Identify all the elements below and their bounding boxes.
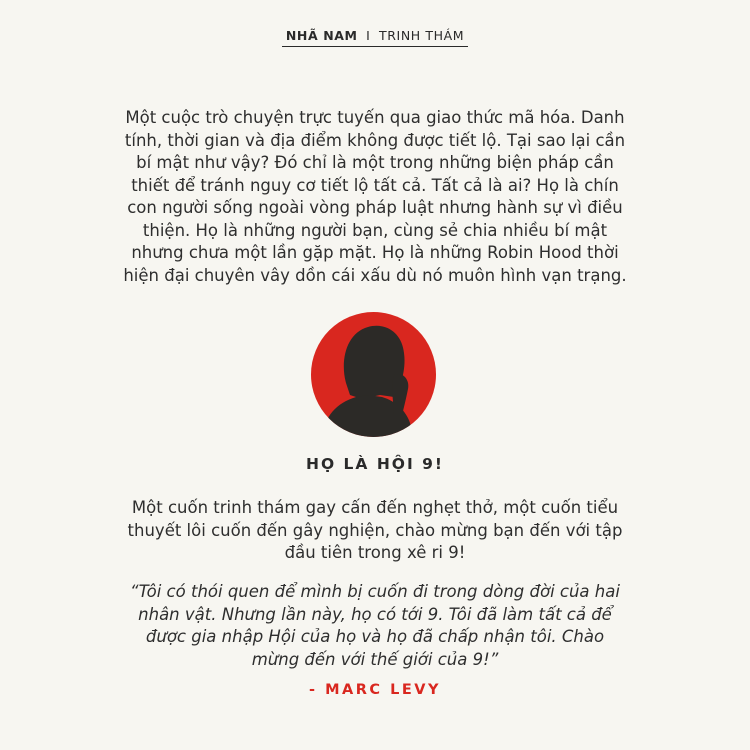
intro-line: bí mật như vậy? Đó chỉ là một trong những biện pháp cần: [136, 153, 614, 172]
review-quote: [0, 581, 750, 671]
intro-line: thiện. Họ là những người bạn, cùng sẻ chia nhiều bí mật: [142, 220, 608, 240]
intro-line: hiện đại chuyên vây dồn cái xấu dù nó muôn hình vạn trạng.: [123, 265, 627, 285]
blurb-line: thuyết lôi cuốn đến gây nghiện, chào mừng bạn đến với tập: [127, 520, 623, 540]
intro-line: tính, thời gian và địa điểm không được tiết lộ. Tại sao lại cần: [124, 130, 626, 150]
intro-paragraph: [0, 107, 750, 287]
publisher-header: [0, 22, 750, 47]
quote-line: “Tôi có thói quen để mình bị cuốn đi trong dòng đời của hai: [130, 582, 620, 601]
intro-line: Một cuộc trò chuyện trực tuyến qua giao thức mã hóa. Danh: [125, 108, 625, 127]
intro-line: con người sống ngoài vòng pháp luật nhưng hành sự vì điều: [127, 198, 623, 217]
quote-line: mừng đến với thế giới của 9!”: [251, 649, 499, 669]
blurb-paragraph: [0, 497, 750, 565]
quote-line: nhân vật. Nhưng lần này, họ có tới 9. Tôi đã làm tất cả để: [138, 604, 612, 624]
silhouette-badge-graphic: [310, 311, 437, 438]
quote-line: được gia nhập Hội của họ và họ đã chấp nhận tôi. Chào: [145, 627, 605, 646]
headline: HỌ LÀ HỘI 9!: [306, 455, 444, 473]
header-separator: I: [366, 28, 371, 43]
intro-line: thiết để tránh nguy cơ tiết lộ tất cả. Tất cả là ai? Họ là chín: [131, 175, 619, 195]
intro-line: nhưng chưa một lần gặp mặt. Họ là những Robin Hood thời: [131, 243, 619, 262]
blurb-line: đầu tiên trong xê ri 9!: [284, 543, 466, 562]
genre-label: TRINH THÁM: [379, 28, 465, 43]
publisher-name: NHÃ NAM: [285, 28, 358, 43]
woman-silhouette-icon: [310, 311, 437, 438]
quote-author: - MARC LEVY: [309, 682, 441, 698]
blurb-line: Một cuốn trinh thám gay cấn đến nghẹt thở, một cuốn tiểu: [131, 498, 619, 517]
publisher-label: [282, 22, 468, 47]
